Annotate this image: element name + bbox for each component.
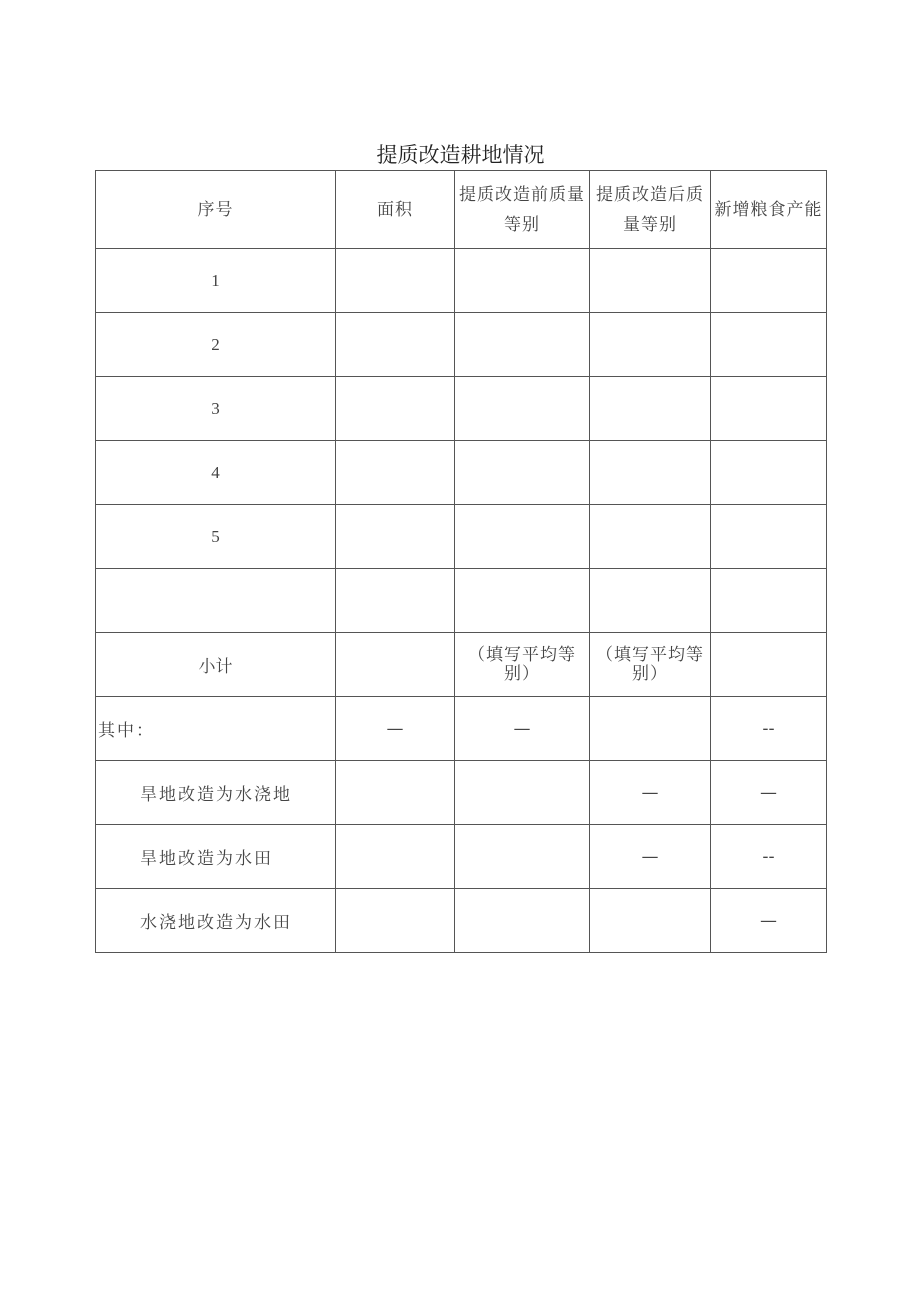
dash-before: — [455,697,590,761]
farmland-upgrade-table [95,170,827,953]
header-area: 面积 [336,171,455,249]
sub-row [96,825,827,889]
cell-after-grade[interactable] [590,697,711,761]
subtotal-after-note[interactable]: （填写平均等别） [590,633,711,697]
row-number: 5 [96,505,336,569]
dash-grain: -- [711,825,827,889]
cell-before-grade[interactable] [455,377,590,441]
row-number: 4 [96,441,336,505]
header-after-grade: 提质改造后质量等别 [590,171,711,249]
cell-before-grade[interactable] [455,761,590,825]
table-row [96,441,827,505]
dash-grain: -- [711,697,827,761]
cell-area[interactable] [336,633,455,697]
cell-before-grade[interactable] [455,569,590,633]
cell-before-grade[interactable] [455,505,590,569]
cell-after-grade[interactable] [590,441,711,505]
cell-grain-capacity[interactable] [711,249,827,313]
cell-grain-capacity[interactable] [711,441,827,505]
cell-grain-capacity[interactable] [711,505,827,569]
row-number: 2 [96,313,336,377]
header-before-grade: 提质改造前质量等别 [455,171,590,249]
dash-area: — [336,697,455,761]
row-number: 3 [96,377,336,441]
cell-after-grade[interactable] [590,505,711,569]
header-new-grain-capacity: 新增粮食产能 [711,171,827,249]
of-which-row [96,697,827,761]
table-title: 提质改造耕地情况 [376,143,545,167]
dash-after: — [590,761,711,825]
cell-before-grade[interactable] [455,313,590,377]
cell-area[interactable] [336,377,455,441]
header-seq: 序号 [96,171,336,249]
header-row [96,171,827,249]
cell-area[interactable] [336,249,455,313]
cell-after-grade[interactable] [590,569,711,633]
cell-area[interactable] [336,313,455,377]
sub-row [96,889,827,953]
cell-area[interactable] [336,505,455,569]
sub-row-label: 旱地改造为水田 [96,825,336,889]
subtotal-row [96,633,827,697]
cell-before-grade[interactable] [455,825,590,889]
row-number: 1 [96,249,336,313]
cell-before-grade[interactable] [455,889,590,953]
table-row [96,313,827,377]
table-row [96,377,827,441]
cell-after-grade[interactable] [590,249,711,313]
sub-row-label: 旱地改造为水浇地 [96,761,336,825]
sub-row [96,761,827,825]
dash-after: — [590,825,711,889]
subtotal-label: 小计 [96,633,336,697]
dash-grain: — [711,889,827,953]
cell-area[interactable] [336,441,455,505]
table-row [96,505,827,569]
cell-grain-capacity[interactable] [711,569,827,633]
table-row [96,249,827,313]
cell-area[interactable] [336,761,455,825]
of-which-label: 其中： [96,697,336,761]
cell-after-grade[interactable] [590,313,711,377]
subtotal-before-note[interactable]: （填写平均等别） [455,633,590,697]
sub-row-label: 水浇地改造为水田 [96,889,336,953]
cell-area[interactable] [336,825,455,889]
table-row [96,569,827,633]
row-number [96,569,336,633]
cell-before-grade[interactable] [455,249,590,313]
dash-grain: — [711,761,827,825]
cell-grain-capacity[interactable] [711,377,827,441]
cell-area[interactable] [336,889,455,953]
cell-grain-capacity[interactable] [711,633,827,697]
cell-after-grade[interactable] [590,377,711,441]
cell-grain-capacity[interactable] [711,313,827,377]
cell-after-grade[interactable] [590,889,711,953]
cell-area[interactable] [336,569,455,633]
cell-before-grade[interactable] [455,441,590,505]
